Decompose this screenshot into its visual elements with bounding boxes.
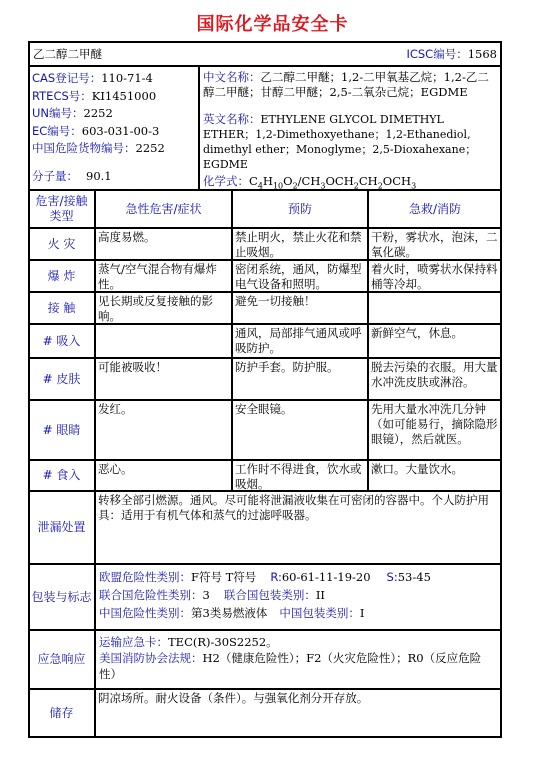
cn-pack-label: 中国包装类别： [279, 606, 360, 620]
formula-label: 化学式： [203, 174, 249, 188]
transport-card-value: TEC(R)-30S2252。 [168, 635, 278, 649]
row-type: 爆 炸 [28, 260, 95, 292]
formula-value: $C_4H_{10}O_2/CH_3OCH_2CH_2OCH_3$ [249, 174, 417, 190]
icsc-label: ICSC编号： [406, 47, 468, 61]
rtecs-label: RTECS号： [32, 88, 92, 103]
chinese-name-value: 乙二醇二甲醚；1,2-二甲氧基乙烷；1,2-乙二醇二甲醚；甘醇二甲醚；2,5-二氧杂己烷；EGDME [203, 70, 489, 99]
cn-goods-value: 2252 [135, 141, 165, 155]
r-phrases-label: R: [270, 570, 282, 584]
row-acute: 发红。 [95, 400, 232, 460]
mw-label: 分子量： [32, 168, 78, 183]
row-acute: 可能被吸收！ [95, 358, 232, 400]
s-phrases-value: 53-45 [397, 570, 431, 584]
english-name-value: ETHYLENE GLYCOL DIMETHYL ETHER；1,2-Dimethoxyethane；1,2-Ethanediol, dimethyl ether；Monoglyme；2,5-Dioxahexane；EGDME [203, 113, 477, 171]
header-acute: 急性危害/症状 [95, 190, 232, 228]
emergency-label: 应急响应 [28, 630, 95, 689]
row-type: # 吸入 [28, 324, 95, 358]
chinese-name-paragraph [203, 70, 498, 100]
nfpa-value: H2（健康危险性）；F2（火灾危险性）；R0（反应危险性） [99, 651, 482, 681]
row-firstaid: 着火时，喷雾状水保持料桶等冷却。 [368, 260, 502, 292]
emergency-block [95, 630, 502, 689]
row-acute: 恶心。 [95, 460, 232, 491]
row-prevent: 工作时不得进食，饮水或吸烟。 [232, 460, 368, 491]
spill-text: 转移全部引燃源。通风。尽可能将泄漏液收集在可密闭的容器中。个人防护用具：适用于有机气体和蒸气的过滤呼吸器。 [95, 491, 502, 564]
header-prevent: 预防 [232, 190, 368, 228]
eu-class-value: F符号 T符号 [191, 570, 257, 584]
s-phrases-label: S: [386, 570, 398, 584]
r-phrases-value: 60-61-11-19-20 [281, 570, 371, 584]
un-label: UN编号： [32, 106, 84, 120]
row-firstaid: 漱口。大量饮水。 [368, 460, 502, 491]
icsc-value: 1568 [467, 47, 497, 61]
un-class-label: 联合国危险性类别： [99, 588, 203, 602]
row-prevent: 通风，局部排气通风或呼吸防护。 [232, 324, 368, 358]
header-type: 危害/接触类型 [28, 190, 95, 228]
formula-paragraph [203, 174, 498, 190]
row-acute: 见长期或反复接触的影响。 [95, 292, 232, 324]
row-type: 接 触 [28, 292, 95, 324]
row-type: # 眼睛 [28, 400, 95, 460]
row-prevent: 避免一切接触！ [232, 292, 368, 324]
cas-value: 110-71-4 [101, 71, 153, 85]
identifiers-block [28, 66, 199, 190]
row-firstaid [368, 292, 502, 324]
row-type: 火 灾 [28, 228, 95, 260]
cn-class-label: 中国危险性类别： [99, 606, 191, 620]
storage-label: 储存 [28, 689, 95, 738]
row-firstaid: 先用大量水冲洗几分钟（如可能易行，摘除隐形眼镜），然后就医。 [368, 400, 502, 460]
cas-label: CAS登记号： [32, 71, 102, 85]
row-firstaid: 脱去污染的衣服。用大量水冲洗皮肤或淋浴。 [368, 358, 502, 400]
english-name-label: 英文名称： [203, 112, 261, 126]
row-acute [95, 324, 232, 358]
name-row [28, 41, 502, 66]
cn-class-value: 第3类易燃液体 [191, 606, 268, 620]
chemical-name: 乙二醇二甲醚 [33, 47, 102, 61]
nfpa-label: 美国消防协会法规： [99, 651, 203, 665]
row-prevent: 防护手套。防护服。 [232, 358, 368, 400]
un-class-value: 3 [202, 588, 210, 602]
pack-label: 包装与标志 [28, 564, 95, 630]
row-prevent: 安全眼镜。 [232, 400, 368, 460]
row-acute: 高度易燃。 [95, 228, 232, 260]
ec-value: 603-031-00-3 [81, 123, 160, 138]
un-pack-value: II [315, 588, 325, 602]
cn-goods-label: 中国危险货物编号： [32, 141, 136, 155]
row-prevent: 禁止明火，禁止火花和禁止吸烟。 [232, 228, 368, 260]
names-block [199, 66, 502, 190]
cn-pack-value: I [359, 606, 365, 620]
chinese-name-label: 中文名称： [203, 70, 261, 84]
row-type: # 皮肤 [28, 358, 95, 400]
pack-block [95, 564, 502, 630]
spill-label: 泄漏处置 [28, 491, 95, 564]
row-firstaid: 干粉，雾状水，泡沫，二氧化碳。 [368, 228, 502, 260]
un-value: 2252 [83, 106, 113, 120]
un-pack-label: 联合国包装类别： [223, 588, 316, 602]
storage-text: 阴凉场所。耐火设备（条件）。与强氧化剂分开存放。 [95, 689, 502, 738]
english-name-paragraph [203, 112, 498, 172]
row-type: # 食入 [28, 460, 95, 491]
rtecs-value: KI1451000 [91, 88, 157, 103]
row-acute: 蒸气/空气混合物有爆炸性。 [95, 260, 232, 292]
mw-value: 90.1 [86, 168, 112, 183]
transport-card-label: 运输应急卡： [99, 635, 168, 649]
header-firstaid: 急救/消防 [368, 190, 502, 228]
ec-label: EC编号： [32, 123, 82, 138]
row-prevent: 密闭系统，通风，防爆型电气设备和照明。 [232, 260, 368, 292]
eu-class-label: 欧盟危险性类别： [99, 570, 191, 584]
card-title: 国际化学品安全卡 [196, 14, 349, 35]
row-firstaid: 新鲜空气，休息。 [368, 324, 502, 358]
